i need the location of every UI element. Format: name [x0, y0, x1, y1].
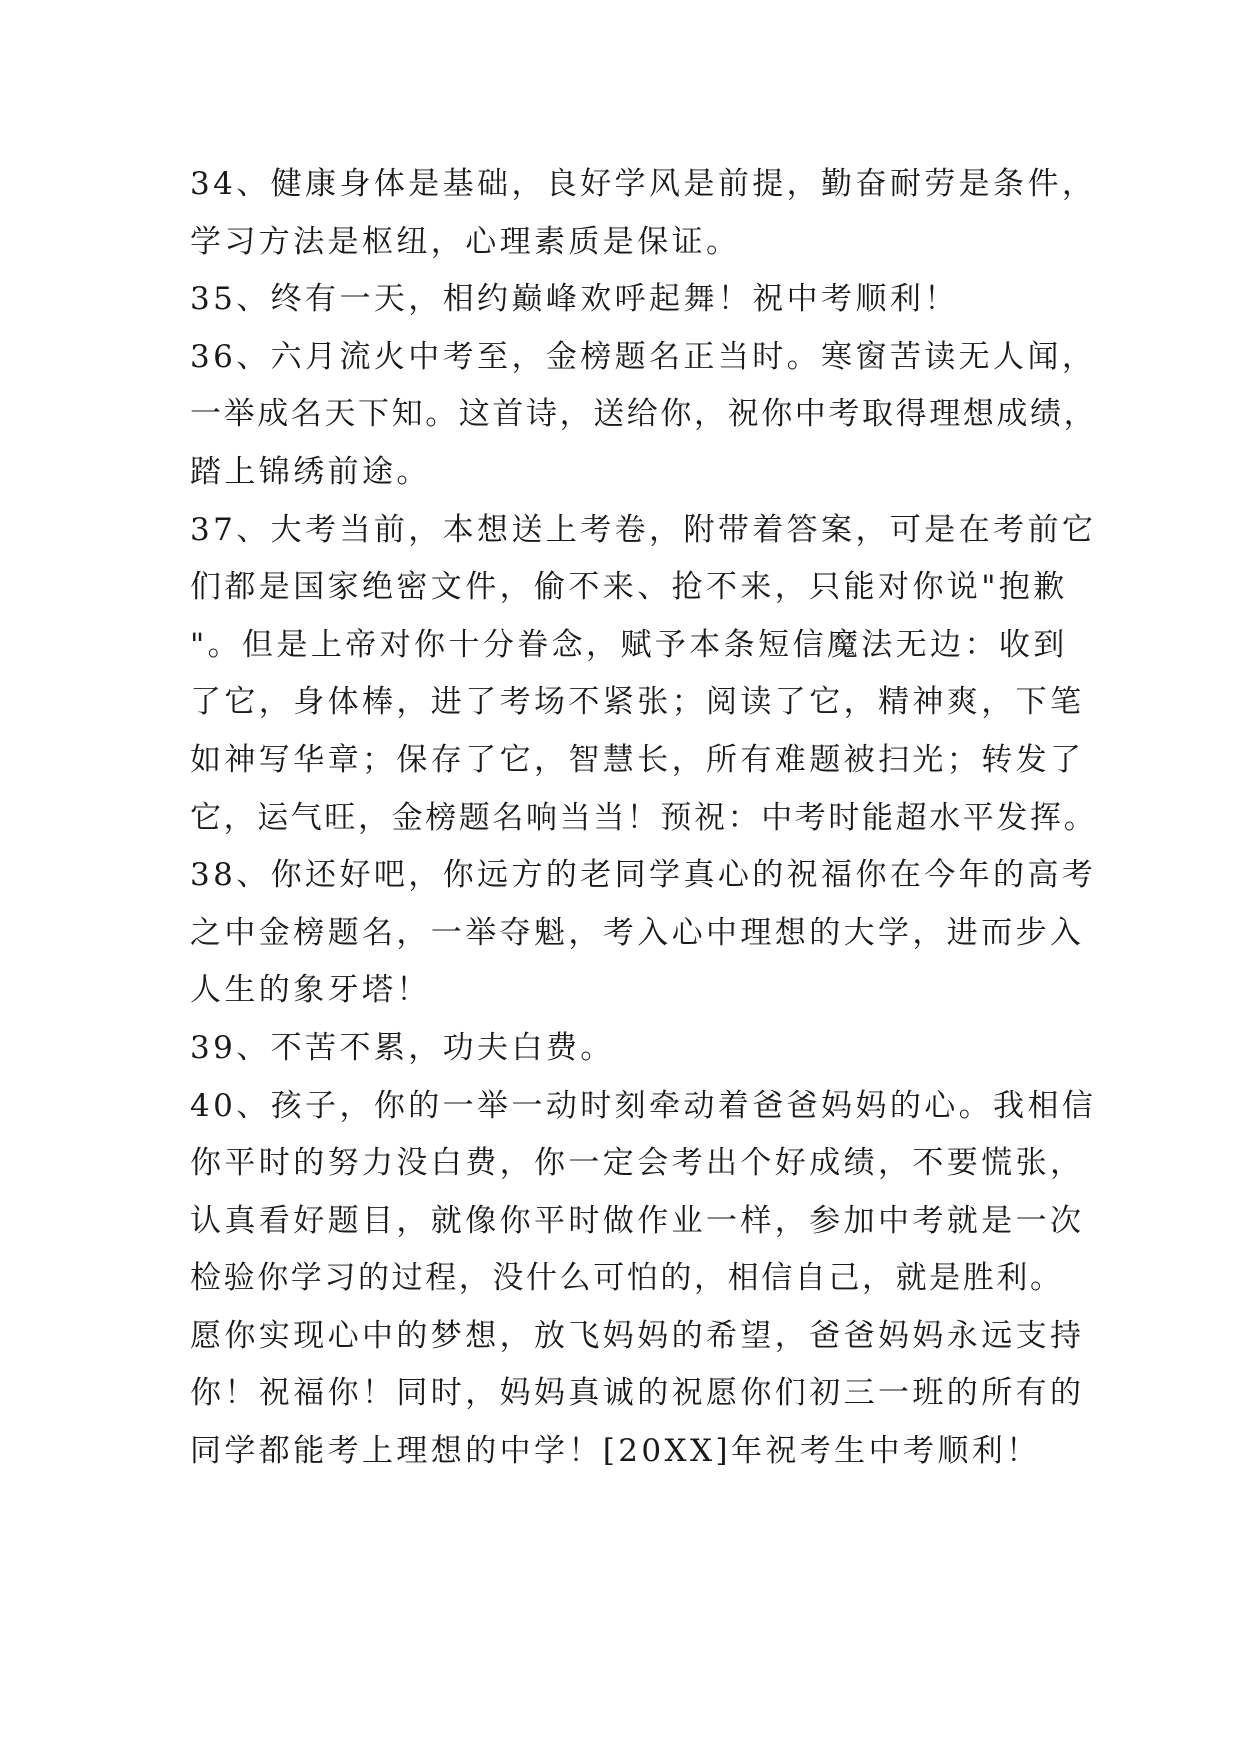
- item-35-line-1: 35、终有一天，相约巅峰欢呼起舞！祝中考顺利！: [190, 281, 959, 318]
- item-40-line-7: 同学都能考上理想的中学！[20XX]年祝考生中考顺利！: [190, 1433, 1041, 1470]
- item-37-line-5: 如神写华章；保存了它，智慧长，所有难题被扫光；转发了: [190, 741, 1085, 778]
- item-38-line-2: 之中金榜题名，一举夺魁，考入心中理想的大学，进而步入: [190, 914, 1085, 951]
- document-body: [190, 156, 1098, 1481]
- item-37-line-4: 了它，身体棒，进了考场不紧张；阅读了它，精神爽，下笔: [190, 684, 1085, 721]
- item-40-line-5: 愿你实现心中的梦想，放飞妈妈的希望，爸爸妈妈永远支持: [190, 1317, 1085, 1354]
- item-36-line-1: 36、六月流火中考至，金榜题名正当时。寒窗苦读无人闻，: [190, 338, 1097, 375]
- item-34-line-1: 34、健康身体是基础，良好学风是前提，勤奋耐劳是条件，: [190, 166, 1097, 202]
- item-39-line-1: 39、不苦不累，功夫白费。: [190, 1029, 615, 1066]
- item-37-line-1: 37、大考当前，本想送上考卷，附带着答案，可是在考前它: [190, 511, 1097, 548]
- item-38-line-1: 38、你还好吧，你远方的老同学真心的祝福你在今年的高考: [190, 857, 1097, 894]
- item-37-line-6: 它，运气旺，金榜题名响当当！预祝：中考时能超水平发挥。: [190, 799, 1098, 836]
- item-40-line-3: 认真看好题目，就像你平时做作业一样，参加中考就是一次: [190, 1202, 1085, 1239]
- item-36-line-2: 一举成名天下知。这首诗，送给你，祝你中考取得理想成绩，: [190, 396, 1098, 433]
- item-37-line-3: "。但是上帝对你十分眷念，赋予本条短信魔法无边：收到: [190, 626, 1068, 663]
- item-38-line-3: 人生的象牙塔！: [190, 972, 431, 1009]
- item-40-line-6: 你！祝福你！同时，妈妈真诚的祝愿你们初三一班的所有的: [190, 1375, 1085, 1412]
- item-37-line-2: 们都是国家绝密文件，偷不来、抢不来，只能对你说"抱歉: [190, 569, 1068, 606]
- item-36-line-3: 踏上锦绣前途。: [190, 453, 431, 490]
- item-34-line-2: 学习方法是枢纽，心理素质是保证。: [190, 223, 741, 260]
- item-40-line-1: 40、孩子，你的一举一动时刻牵动着爸爸妈妈的心。我相信: [190, 1087, 1097, 1124]
- item-40-line-4: 检验你学习的过程，没什么可怕的，相信自己，就是胜利。: [190, 1260, 1064, 1297]
- item-40-line-2: 你平时的努力没白费，你一定会考出个好成绩，不要慌张，: [190, 1145, 1085, 1182]
